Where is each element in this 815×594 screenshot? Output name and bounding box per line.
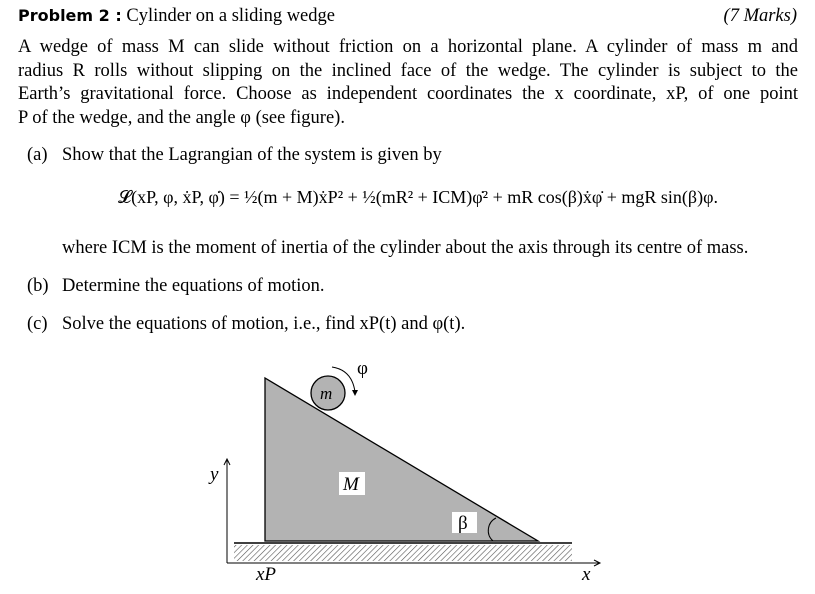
part-c-label: (c) [27, 314, 48, 334]
rotation-arrowhead [352, 390, 358, 396]
m-label: m [320, 384, 333, 403]
intro-line: radius R rolls without slipping on the inclined face of the wedge. The cylinder is subject to the [18, 61, 798, 81]
intro-line: Earth’s gravitational force. Choose as independent coordinates the x coordinate, xP, of one point [18, 84, 798, 104]
y-label: y [210, 464, 219, 485]
part-a-label: (a) [27, 145, 48, 165]
where-text: where ICM is the moment of inertia of the cylinder about the axis through its centre of mass. [62, 238, 749, 258]
intro-line: P of the wedge, and the angle φ (see figure). [18, 108, 345, 128]
phi-label: φ [357, 358, 368, 379]
xp-label: xP [256, 564, 277, 585]
M-label: M [343, 474, 359, 495]
part-b-label: (b) [27, 276, 49, 296]
lagrangian-equation: 𝓛(xP, φ, ẋP, φ̇) = ½(m + M)ẋP² + ½(mR² + ICM)φ̇² + mR cos(β)ẋφ̇ + mgR sin(β)φ. [118, 187, 718, 207]
ground-hatch [234, 545, 572, 561]
part-b-text: Determine the equations of motion. [62, 276, 325, 296]
beta-label: β [458, 513, 468, 534]
problem-heading: Problem 2 : Cylinder on a sliding wedge [18, 6, 335, 26]
marks: (7 Marks) [723, 6, 797, 26]
x-label: x [582, 564, 591, 585]
wedge [265, 378, 538, 541]
intro-line: A wedge of mass M can slide without friction on a horizontal plane. A cylinder of mass m and [18, 37, 798, 57]
part-a-text: Show that the Lagrangian of the system is given by [62, 145, 442, 165]
part-c-text: Solve the equations of motion, i.e., find xP(t) and φ(t). [62, 314, 466, 334]
